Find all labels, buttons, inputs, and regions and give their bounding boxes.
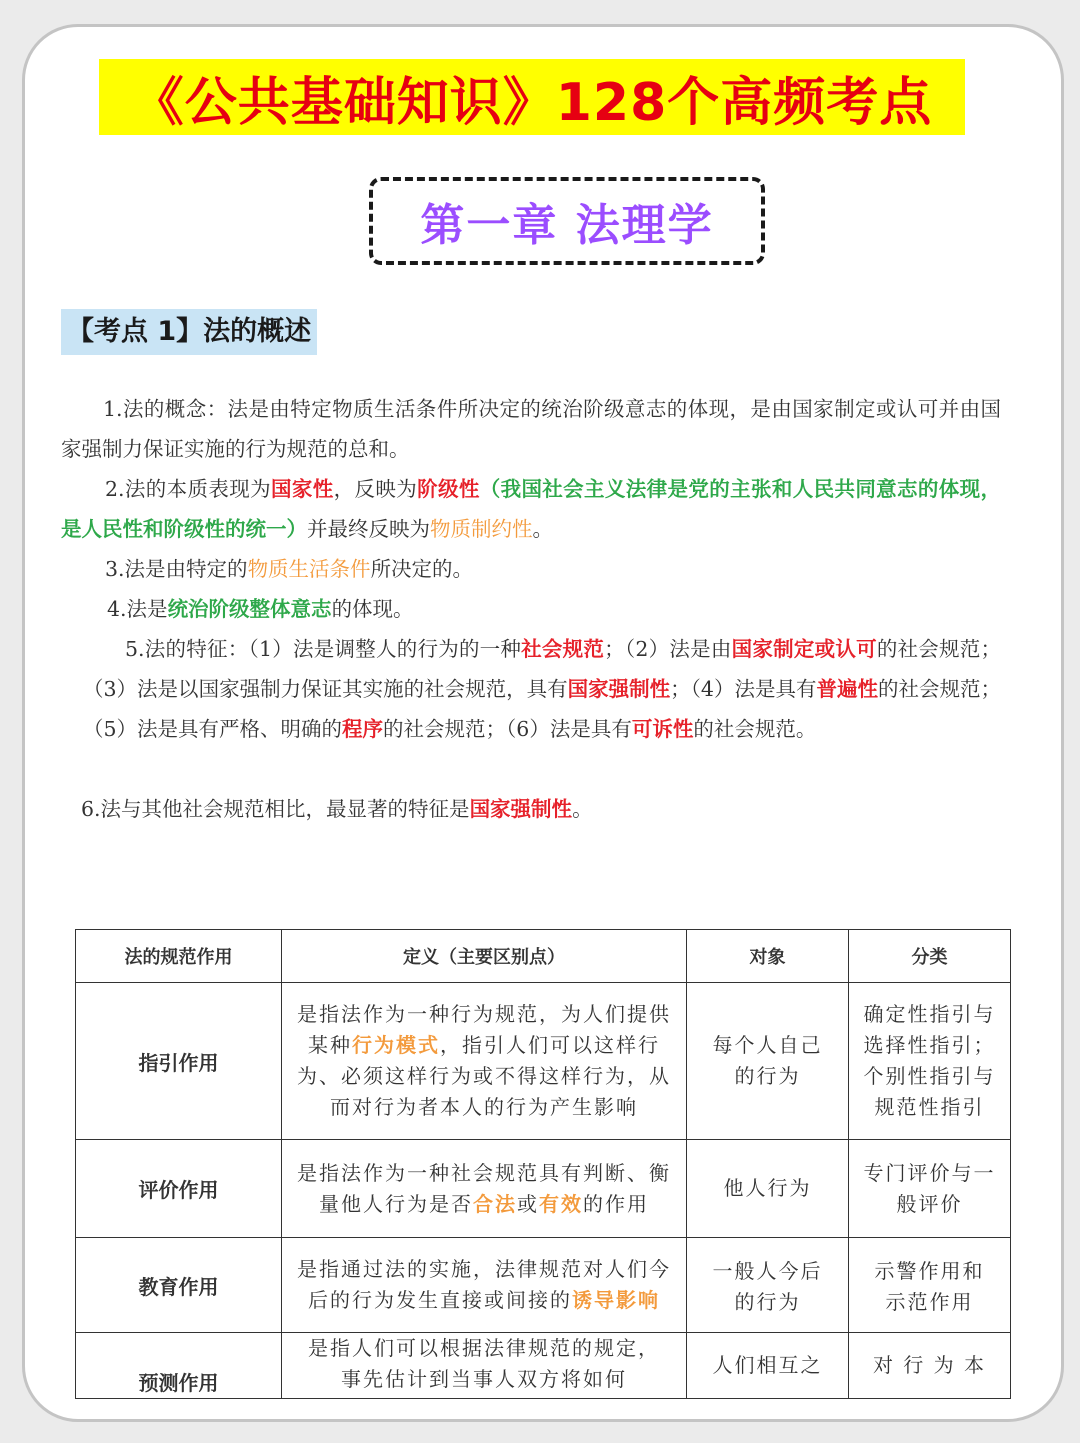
role-cell: 评价作用	[76, 1140, 282, 1238]
page-card	[22, 24, 1064, 1422]
role-cell: 预测作用	[76, 1333, 282, 1399]
point-3: 3.法是由特定的物质生活条件所决定的。	[105, 557, 474, 581]
point-5: 5.法的特征：（1）法是调整人的行为的一种社会规范；（2）法是由国家制定或认可的社会规范；（3）法是以国家强制力保证其实施的社会规范，具有国家强制性；（4）法是具有普遍性的社会规范；（5）法是具有严格、明确的程序的社会规范；（6）法是具有可诉性的社会规范。	[83, 637, 1002, 741]
point-1	[61, 389, 1001, 469]
highlight-jiejixing: 阶级性	[417, 477, 480, 501]
definition-cell: 是指通过法的实施，法律规范对人们今后的行为发生直接或间接的诱导影响	[282, 1238, 687, 1333]
definition-cell: 是指法作为一种社会规范具有判断、衡量他人行为是否合法或有效的作用	[282, 1140, 687, 1238]
category-cell: 确定性指引与选择性指引；个别性指引与规范性指引	[849, 983, 1011, 1140]
highlight-guojiaqiangzhi: 国家强制性	[469, 797, 573, 821]
object-cell: 人们相互之	[687, 1333, 849, 1399]
point-2: 2.法的本质表现为国家性，反映为阶级性（我国社会主义法律是党的主张和人民共同意志的体现，是人民性和阶级性的统一）并最终反映为物质制约性。	[61, 477, 1002, 541]
highlight-wuzhizhiyue: 物质制约性	[430, 517, 533, 541]
page-title: 《公共基础知识》128个高频考点	[131, 72, 933, 133]
point-4: 4.法是统治阶级整体意志的体现。	[107, 597, 414, 621]
role-cell: 指引作用	[76, 983, 282, 1140]
object-cell: 他人行为	[687, 1140, 849, 1238]
table-header-row	[76, 930, 1011, 983]
highlight-tongzhijieji: 统治阶级整体意志	[167, 597, 332, 621]
role-cell: 教育作用	[76, 1238, 282, 1333]
chapter-box	[369, 177, 765, 265]
table-header: 对象	[687, 930, 849, 983]
kaodian-heading: 【考点 1】法的概述	[61, 309, 317, 355]
category-cell: 示警作用和示范作用	[849, 1238, 1011, 1333]
highlight-guojiaxing: 国家性	[271, 477, 334, 501]
table-row	[76, 1238, 1011, 1333]
chapter-title: 第一章 法理学	[420, 200, 714, 251]
norm-function-table	[75, 929, 1011, 1399]
category-cell: 对 行 为 本	[849, 1333, 1011, 1399]
table-header: 分类	[849, 930, 1011, 983]
highlight-renminxing: （我国社会主义法律是党的主张和人民共同意志的体现，是人民性和阶级性的统一）	[61, 477, 1002, 541]
point-1-text: 1.法的概念：法是由特定物质生活条件所决定的统治阶级意志的体现，是由国家制定或认可并由国家强制力保证实施的行为规范的总和。	[61, 397, 1001, 461]
definition-cell: 是指法作为一种行为规范，为人们提供某种行为模式，指引人们可以这样行为、必须这样行为或不得这样行为，从而对行为者本人的行为产生影响	[282, 983, 687, 1140]
table-row	[76, 983, 1011, 1140]
title-banner	[99, 59, 965, 135]
table-header: 定义（主要区别点）	[282, 930, 687, 983]
table-row	[76, 1140, 1011, 1238]
point-6: 6.法与其他社会规范相比，最显著的特征是国家强制性。	[81, 797, 593, 821]
highlight-wuzhishenghuo: 物质生活条件	[247, 557, 371, 581]
object-cell: 一般人今后的行为	[687, 1238, 849, 1333]
category-cell: 专门评价与一般评价	[849, 1140, 1011, 1238]
table-row	[76, 1333, 1011, 1399]
object-cell: 每个人自己的行为	[687, 983, 849, 1140]
table-header: 法的规范作用	[76, 930, 282, 983]
definition-cell: 是指人们可以根据法律规范的规定，事先估计到当事人双方将如何	[282, 1333, 687, 1399]
